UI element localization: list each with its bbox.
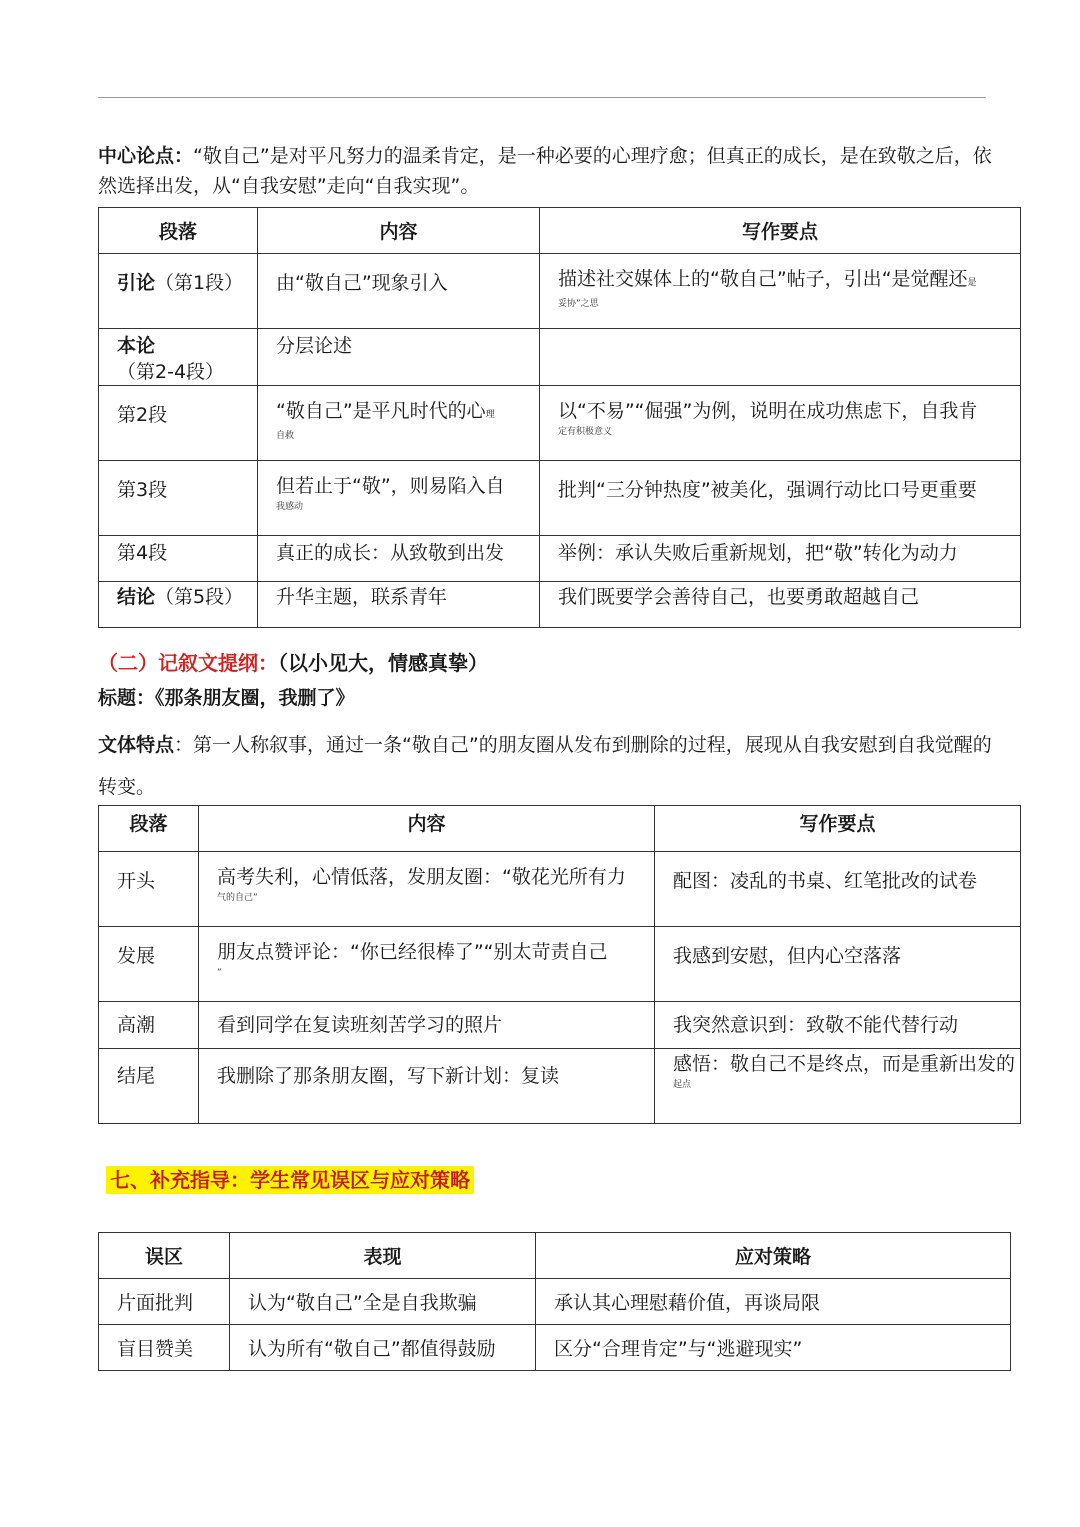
point-cell: 我突然意识到：致敬不能代替行动	[673, 1014, 959, 1036]
table-row	[99, 852, 1021, 927]
strategy-cell: 承认其心理慰藉价值，再谈局限	[536, 1279, 1011, 1325]
content-cell: 分层论述	[276, 335, 353, 357]
point-cell	[558, 329, 1020, 341]
table-row	[99, 582, 1021, 628]
point-cell: 配图：凌乱的书桌、红笔批改的试卷	[673, 870, 978, 892]
content-small-text: 气的自己”	[217, 893, 258, 903]
content-cell: 朋友点赞评论：“你已经很棒了”“别太苛责自己	[217, 941, 608, 963]
title-text: 《那条朋友圈，我删了》	[155, 687, 355, 709]
table-row	[99, 386, 1021, 461]
style-features	[98, 724, 998, 808]
content-cell: 由“敬自己”现象引入	[276, 272, 448, 294]
header-paragraph: 段落	[99, 806, 199, 852]
table-header-row	[99, 1233, 1011, 1279]
content-small-text: ”	[217, 968, 222, 978]
header-misconception: 误区	[99, 1233, 230, 1279]
table-row	[99, 461, 1021, 536]
segment-range: （第1段）	[155, 272, 244, 294]
segment-cell: 发展	[117, 945, 156, 967]
table-row	[99, 1002, 1021, 1049]
segment-range: （第2-4段）	[117, 361, 225, 383]
table-row	[99, 927, 1021, 1002]
content-cell: 真正的成长：从致敬到出发	[276, 542, 505, 564]
content-cell: 看到同学在复读班刻苦学习的照片	[217, 1014, 503, 1036]
table-header-row	[99, 806, 1021, 852]
point-small-text: 起点	[673, 1080, 692, 1090]
content-cell: 高考失利，心情低落，发朋友圈：“敬花光所有力	[217, 866, 626, 888]
segment-range: 第3段	[117, 479, 168, 501]
segment-cell: 结尾	[117, 1065, 156, 1087]
content-cell: 但若止于“敬”，则易陷入自	[276, 475, 505, 497]
content-cell: 我删除了那条朋友圈，写下新计划：复读	[217, 1065, 560, 1087]
segment-cell: 开头	[117, 870, 156, 892]
table-row	[99, 1325, 1011, 1371]
header-content: 内容	[199, 806, 655, 852]
manifestation-cell: 认为所有“敬自己”都值得鼓励	[230, 1325, 536, 1371]
style-text: ：第一人称叙事，通过一条“敬自己”的朋友圈从发布到删除的过程，展现从自我安慰到自我觉醒的转变。	[98, 734, 992, 798]
segment-range: （第5段）	[155, 586, 244, 608]
misconception-cell: 盲目赞美	[99, 1325, 230, 1371]
point-cell: 举例：承认失败后重新规划，把“敬”转化为动力	[558, 542, 958, 564]
content-small-text: 自救	[276, 431, 295, 441]
narrative-heading-note: （以小见大，情感真挚）	[278, 651, 488, 675]
central-argument-label: 中心论点：	[98, 145, 194, 167]
content-small-text: 我感动	[276, 502, 304, 512]
point-small-text: 妥协”之思	[558, 299, 599, 309]
point-cell: 描述社交媒体上的“敬自己”帖子，引出“是觉醒还	[558, 268, 968, 290]
point-cell: 我感到安慰，但内心空落落	[673, 945, 902, 967]
style-label: 文体特点	[98, 734, 175, 756]
segment-label: 结论	[117, 586, 156, 608]
narrative-heading-red: （二）记叙文提纲：	[98, 651, 278, 675]
table-row	[99, 1049, 1021, 1124]
segment-cell: 高潮	[117, 1014, 156, 1036]
section7-heading-text: 七、补充指导：学生常见误区与应对策略	[106, 1166, 474, 1194]
narrative-heading	[98, 648, 488, 678]
header-content: 内容	[258, 208, 540, 254]
header-writing-points: 写作要点	[540, 208, 1021, 254]
narrative-title	[98, 683, 355, 713]
point-cell: 以“不易”“倔强”为例，说明在成功焦虑下，自我肯	[558, 400, 978, 422]
point-cell: 批判“三分钟热度”被美化，强调行动比口号更重要	[558, 479, 977, 501]
misconceptions-table	[98, 1232, 1011, 1371]
header-manifestation: 表现	[230, 1233, 536, 1279]
segment-label: 本论	[117, 335, 156, 357]
central-argument-text: “敬自己”是对平凡努力的温柔肯定，是一种必要的心理疗愈；但真正的成长，是在致敬之后，依然选择出发，从“自我安慰”走向“自我实现”。	[98, 145, 992, 197]
content-cell: “敬自己”是平凡时代的心	[276, 400, 486, 422]
misconception-cell: 片面批判	[99, 1279, 230, 1325]
segment-range: 第4段	[117, 542, 168, 564]
table-row	[99, 1279, 1011, 1325]
point-cell: 感悟：敬自己不是终点，而是重新出发的	[673, 1053, 1016, 1075]
header-writing-points: 写作要点	[655, 806, 1021, 852]
central-argument	[98, 141, 998, 201]
table-row	[99, 329, 1021, 386]
table-row	[99, 254, 1021, 329]
table-row	[99, 536, 1021, 582]
strategy-cell: 区分“合理肯定”与“逃避现实”	[536, 1325, 1011, 1371]
title-label: 标题：	[98, 687, 156, 709]
content-tiny-text: 理	[485, 410, 495, 420]
segment-range: 第2段	[117, 404, 168, 426]
top-divider	[98, 97, 986, 98]
narrative-outline-table	[98, 805, 1021, 1124]
header-strategy: 应对策略	[536, 1233, 1011, 1279]
point-small-text: 定有积极意义	[558, 427, 613, 437]
argument-outline-table	[98, 207, 1021, 628]
point-tiny-text: 是	[967, 278, 977, 288]
section7-heading	[106, 1164, 474, 1193]
content-cell: 升华主题，联系青年	[276, 586, 448, 608]
point-cell: 我们既要学会善待自己，也要勇敢超越自己	[558, 586, 920, 608]
segment-label: 引论	[117, 272, 156, 294]
manifestation-cell: 认为“敬自己”全是自我欺骗	[230, 1279, 536, 1325]
table-header-row	[99, 208, 1021, 254]
header-paragraph: 段落	[99, 208, 258, 254]
